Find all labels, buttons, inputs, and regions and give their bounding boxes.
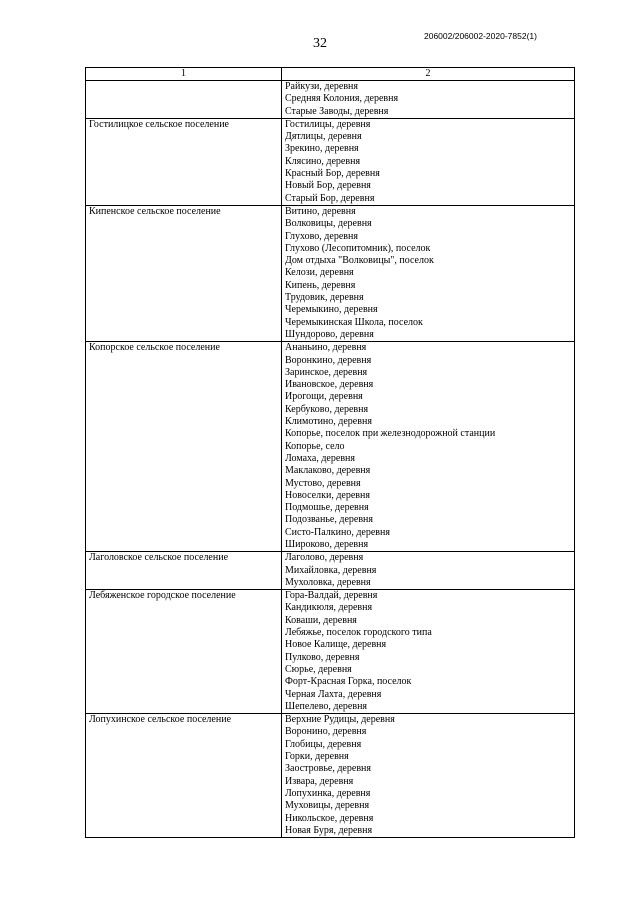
place-item: Михайловка, деревня [285,564,377,576]
place-item: Мухоловка, деревня [285,576,371,588]
place-item: Коваши, деревня [285,614,357,626]
table-row [86,205,575,341]
place-item: Новое Калище, деревня [285,639,387,651]
column-header-1: 1 [86,68,282,81]
place-item: Кандикюля, деревня [285,602,373,614]
table-row [86,590,575,714]
place-item: Черная Лахта, деревня [285,688,382,700]
places-cell [282,590,575,714]
settlements-table [85,67,575,838]
document-code: 206002/206002-2020-7852(1) [424,31,537,41]
place-item: Систо-Палкино, деревня [285,526,390,538]
table-header-row [86,68,575,81]
settlement-name: Лебяженское городское поселение [86,590,282,714]
place-item: Гостилицы, деревня [285,118,371,130]
place-item: Заостровье, деревня [285,763,371,775]
place-item: Дятлицы, деревня [285,131,362,143]
place-item: Климотино, деревня [285,416,372,428]
table-row [86,118,575,205]
place-item: Новая Буря, деревня [285,824,373,836]
place-item: Глобицы, деревня [285,738,362,750]
place-item: Копорье, поселок при железнодорожной станции [285,428,496,440]
table-row [86,714,575,838]
place-item: Подмошье, деревня [285,502,369,514]
place-item: Широково, деревня [285,538,369,550]
place-item: Новоселки, деревня [285,489,370,501]
place-item: Лаголово, деревня [285,552,364,564]
place-item: Муховицы, деревня [285,800,370,812]
place-item: Глухово, деревня [285,230,358,242]
place-item: Пулково, деревня [285,651,360,663]
place-item: Никольское, деревня [285,812,374,824]
place-item: Извара, деревня [285,775,354,787]
place-item: Ананьино, деревня [285,342,367,354]
place-item: Верхние Рудицы, деревня [285,714,395,726]
places-cell [282,552,575,590]
place-item: Горки, деревня [285,751,349,763]
places-cell [282,205,575,341]
place-item: Подозванье, деревня [285,514,373,526]
place-item: Гора-Валдай, деревня [285,590,378,602]
place-item: Старые Заводы, деревня [285,105,389,117]
place-item: Копорье, село [285,440,345,452]
place-item: Волковицы, деревня [285,218,372,230]
places-cell [282,714,575,838]
place-item: Шундорово, деревня [285,328,374,340]
place-item: Ирогощи, деревня [285,391,363,403]
place-item: Кипень, деревня [285,279,356,291]
place-item: Маклаково, деревня [285,465,371,477]
place-item: Келози, деревня [285,267,354,279]
place-item: Черемыкино, деревня [285,304,378,316]
table-row [86,342,575,552]
table-row [86,81,575,119]
place-item: Воронкино, деревня [285,354,372,366]
place-item: Сюрье, деревня [285,663,352,675]
place-item: Средняя Колония, деревня [285,93,399,105]
page-number: 32 [313,36,327,51]
place-item: Мустово, деревня [285,477,361,489]
place-item: Лопухинка, деревня [285,787,371,799]
place-item: Глухово (Лесопитомник), поселок [285,242,431,254]
place-item: Заринское, деревня [285,366,368,378]
place-item: Зрекино, деревня [285,143,359,155]
place-item: Клясино, деревня [285,155,361,167]
settlement-name [86,81,282,119]
place-item: Красный Бор, деревня [285,168,380,180]
table-body [86,81,575,838]
place-item: Ивановское, деревня [285,379,374,391]
places-cell [282,81,575,119]
table-row [86,552,575,590]
place-item: Трудовик, деревня [285,292,364,304]
place-item: Шепелево, деревня [285,700,368,712]
settlement-name: Лопухинское сельское поселение [86,714,282,838]
column-header-2: 2 [282,68,575,81]
place-item: Дом отдыха "Волковицы", поселок [285,255,434,267]
place-item: Воронино, деревня [285,726,367,738]
place-item: Кербуково, деревня [285,403,369,415]
settlement-name: Гостилицкое сельское поселение [86,118,282,205]
place-item: Черемыкинская Школа, поселок [285,316,423,328]
place-item: Ломаха, деревня [285,452,355,464]
place-item: Витино, деревня [285,205,356,217]
places-cell [282,118,575,205]
place-item: Новый Бор, деревня [285,180,371,192]
places-cell [282,342,575,552]
settlement-name: Копорское сельское поселение [86,342,282,552]
place-item: Форт-Красная Горка, поселок [285,676,412,688]
place-item: Лебяжье, поселок городского типа [285,627,432,639]
place-item: Райкузи, деревня [285,81,359,92]
settlement-name: Кипенское сельское поселение [86,205,282,341]
settlement-name: Лаголовское сельское поселение [86,552,282,590]
place-item: Старый Бор, деревня [285,192,375,204]
